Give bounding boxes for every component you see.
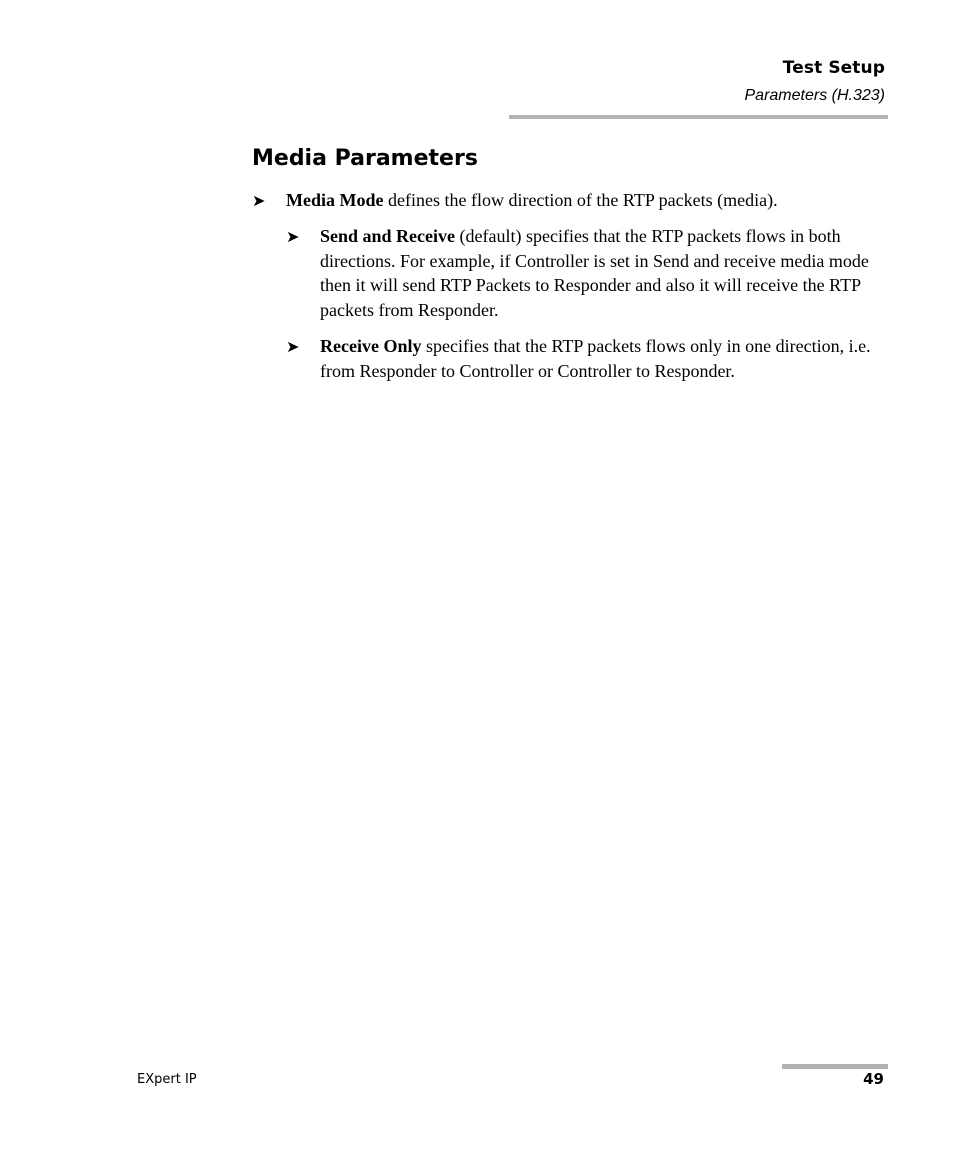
running-header-subtitle: Parameters (H.323) xyxy=(744,87,885,104)
bullet-term: Media Mode xyxy=(286,190,384,210)
bullet-term: Receive Only xyxy=(320,336,422,356)
page-number: 49 xyxy=(863,1070,884,1088)
section-heading: Media Parameters xyxy=(252,146,478,171)
footer-product-name: EXpert IP xyxy=(137,1072,197,1087)
bullet-receive-only xyxy=(286,334,886,383)
header-divider xyxy=(509,115,888,119)
bullet-text xyxy=(286,188,778,214)
running-header-title: Test Setup xyxy=(782,58,885,78)
bullet-media-mode xyxy=(252,188,892,214)
bullet-term: Send and Receive xyxy=(320,226,455,246)
arrow-bullet-icon: ➤ xyxy=(252,191,266,210)
bullet-send-and-receive xyxy=(286,224,886,322)
bullet-description: specifies that the RTP packets flows only in one direction, i.e. from Responder to Controller or Controller to Responder. xyxy=(320,336,871,381)
bullet-text xyxy=(320,334,886,383)
arrow-bullet-icon: ➤ xyxy=(286,227,300,246)
footer-divider xyxy=(782,1064,888,1069)
bullet-description: (default) specifies that the RTP packets flows in both directions. For example, if Controller is set in Send and receive media mode then it will send RTP Packets to Responder and also it will receive the RTP packets from Responder. xyxy=(320,226,869,320)
bullet-description: defines the flow direction of the RTP packets (media). xyxy=(383,190,778,210)
arrow-bullet-icon: ➤ xyxy=(286,337,300,356)
bullet-text xyxy=(320,224,886,322)
